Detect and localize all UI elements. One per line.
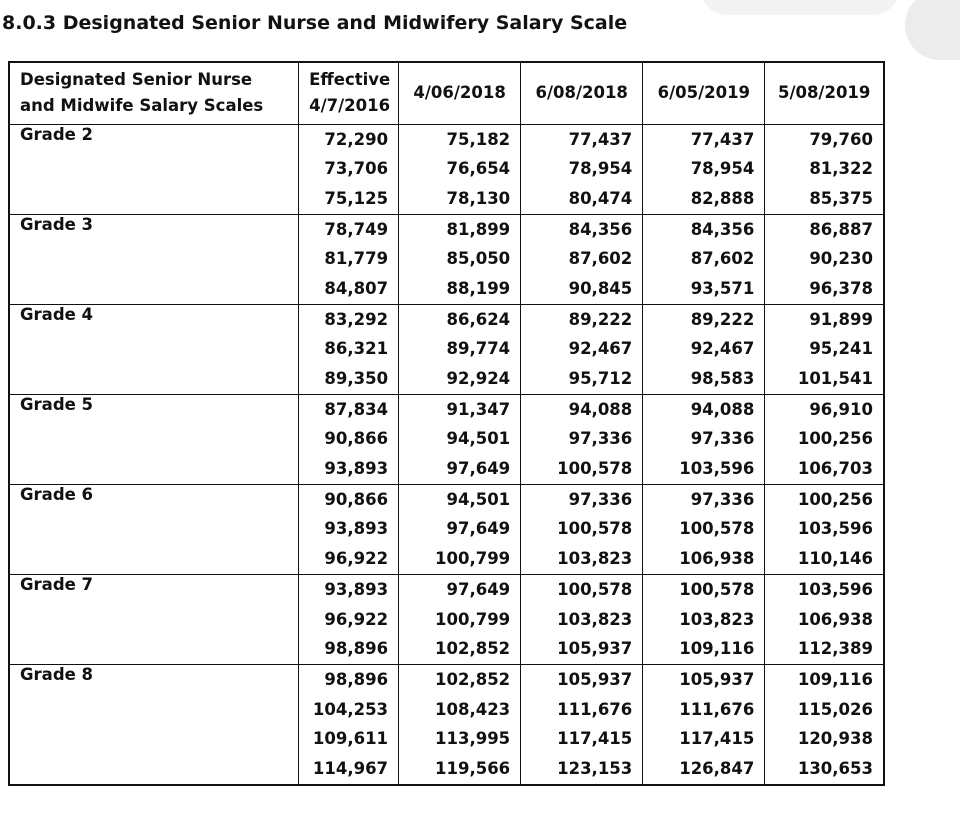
table-row	[9, 304, 884, 394]
column-header-date: 6/05/2019	[643, 62, 765, 124]
grade-label: Grade 6	[9, 484, 299, 574]
salary-value: 100,578	[557, 519, 633, 539]
column-header-date: 6/08/2018	[521, 62, 643, 124]
salary-value: 123,153	[557, 758, 633, 778]
salary-value: 119,566	[435, 758, 511, 778]
salary-value: 103,823	[679, 609, 755, 629]
salary-value: 111,676	[679, 699, 755, 719]
salary-value: 114,967	[312, 758, 389, 778]
grade-label: Grade 2	[9, 124, 299, 214]
salary-value: 111,676	[557, 699, 633, 719]
salary-value: 81,899	[446, 219, 511, 239]
salary-value: 98,896	[324, 669, 389, 689]
salary-value: 98,896	[324, 639, 389, 659]
salary-cell	[521, 574, 643, 664]
salary-value: 86,887	[809, 219, 873, 239]
salary-value: 101,541	[797, 369, 873, 388]
salary-cell	[643, 394, 765, 484]
salary-value: 90,866	[324, 429, 389, 449]
salary-value: 93,893	[324, 459, 389, 479]
salary-value: 75,182	[446, 129, 511, 149]
salary-value: 95,712	[568, 369, 633, 388]
salary-value: 103,823	[557, 609, 633, 629]
salary-cell	[399, 304, 521, 394]
salary-value: 90,845	[568, 278, 633, 298]
salary-value: 89,222	[690, 309, 755, 329]
salary-cell	[765, 574, 884, 664]
salary-cell	[399, 124, 521, 214]
salary-value: 117,415	[557, 729, 633, 749]
salary-cell	[299, 214, 399, 304]
salary-value: 78,749	[324, 219, 389, 239]
salary-cell	[299, 664, 399, 784]
salary-value: 94,088	[690, 399, 755, 419]
page-title: 8.0.3 Designated Senior Nurse and Midwifery Salary Scale	[2, 12, 628, 34]
salary-value: 85,375	[809, 188, 873, 208]
salary-cell	[765, 394, 884, 484]
salary-value: 83,292	[324, 309, 389, 329]
salary-cell	[643, 214, 765, 304]
salary-cell	[521, 214, 643, 304]
salary-cell	[765, 484, 884, 574]
table-header	[9, 62, 884, 124]
salary-value: 102,852	[435, 669, 511, 689]
salary-value: 105,937	[679, 669, 755, 689]
column-header-scales	[9, 62, 299, 124]
salary-cell	[399, 574, 521, 664]
salary-value: 94,501	[446, 429, 511, 449]
column-header-effective	[299, 62, 399, 124]
salary-cell	[765, 214, 884, 304]
grade-label: Grade 5	[9, 394, 299, 484]
salary-cell	[399, 664, 521, 784]
salary-value: 96,910	[809, 399, 873, 419]
salary-value: 87,602	[690, 249, 755, 269]
salary-cell	[299, 124, 399, 214]
salary-cell	[299, 484, 399, 574]
corner-shade-right	[905, 0, 960, 60]
corner-shade	[700, 0, 900, 15]
salary-value: 109,116	[797, 669, 873, 689]
salary-value: 94,088	[568, 399, 633, 419]
salary-cell	[299, 574, 399, 664]
salary-value: 103,596	[679, 459, 755, 479]
salary-value: 117,415	[679, 729, 755, 749]
salary-value: 110,146	[797, 549, 873, 569]
grade-label: Grade 4	[9, 304, 299, 394]
salary-value: 95,241	[809, 339, 873, 359]
salary-value: 100,256	[797, 429, 873, 449]
salary-value: 84,356	[568, 219, 633, 239]
salary-value: 73,706	[324, 159, 389, 179]
salary-value: 97,336	[568, 489, 633, 509]
table-row	[9, 664, 884, 784]
column-header-date: 4/06/2018	[399, 62, 521, 124]
table-row	[9, 214, 884, 304]
salary-scale-table	[8, 61, 885, 786]
grade-label: Grade 8	[9, 664, 299, 784]
salary-cell	[643, 484, 765, 574]
salary-value: 109,116	[679, 639, 755, 659]
salary-value: 91,347	[446, 399, 511, 419]
salary-value: 76,654	[446, 159, 511, 179]
salary-cell	[643, 574, 765, 664]
salary-value: 103,596	[797, 519, 873, 539]
salary-value: 89,350	[324, 369, 389, 388]
salary-value: 96,922	[324, 549, 389, 569]
salary-cell	[299, 394, 399, 484]
salary-value: 97,336	[568, 429, 633, 449]
salary-value: 96,378	[809, 278, 873, 298]
salary-cell	[399, 214, 521, 304]
salary-value: 94,501	[446, 489, 511, 509]
table-row	[9, 574, 884, 664]
salary-value: 106,938	[797, 609, 873, 629]
salary-value: 100,578	[679, 519, 755, 539]
salary-value: 85,050	[446, 249, 511, 269]
salary-cell	[399, 394, 521, 484]
salary-value: 109,611	[312, 729, 389, 749]
salary-cell	[299, 304, 399, 394]
salary-value: 93,893	[324, 579, 389, 599]
salary-value: 89,774	[446, 339, 511, 359]
salary-value: 97,336	[690, 429, 755, 449]
salary-value: 112,389	[797, 639, 873, 659]
column-header-date: 5/08/2019	[765, 62, 884, 124]
salary-value: 78,954	[690, 159, 755, 179]
salary-value: 78,954	[568, 159, 633, 179]
salary-value: 93,571	[690, 278, 755, 298]
salary-cell	[765, 304, 884, 394]
salary-value: 100,578	[557, 579, 633, 599]
table-row	[9, 394, 884, 484]
salary-value: 105,937	[557, 669, 633, 689]
salary-value: 91,899	[809, 309, 873, 329]
salary-value: 97,336	[690, 489, 755, 509]
salary-value: 90,230	[809, 249, 873, 269]
grade-label: Grade 3	[9, 214, 299, 304]
salary-value: 77,437	[568, 129, 633, 149]
table-row	[9, 124, 884, 214]
salary-value: 87,602	[568, 249, 633, 269]
salary-value: 103,596	[797, 579, 873, 599]
salary-cell	[521, 664, 643, 784]
header-line: and Midwife Salary Scales	[20, 96, 264, 116]
salary-value: 97,649	[446, 519, 511, 539]
salary-value: 88,199	[446, 278, 511, 298]
salary-value: 78,130	[446, 188, 511, 208]
salary-value: 80,474	[568, 188, 633, 208]
salary-value: 106,703	[797, 459, 873, 479]
salary-value: 126,847	[679, 758, 755, 778]
salary-value: 120,938	[797, 729, 873, 749]
salary-cell	[521, 394, 643, 484]
salary-value: 72,290	[324, 129, 389, 149]
salary-value: 86,624	[446, 309, 511, 329]
salary-cell	[521, 484, 643, 574]
salary-value: 81,779	[324, 249, 389, 269]
salary-cell	[643, 304, 765, 394]
salary-value: 98,583	[690, 369, 755, 388]
salary-value: 103,823	[557, 549, 633, 569]
salary-value: 81,322	[809, 159, 873, 179]
salary-value: 87,834	[324, 399, 389, 419]
salary-value: 93,893	[324, 519, 389, 539]
salary-value: 86,321	[324, 339, 389, 359]
table-row	[9, 484, 884, 574]
header-line: Effective	[309, 70, 391, 90]
salary-value: 77,437	[690, 129, 755, 149]
salary-value: 97,649	[446, 459, 511, 479]
salary-value: 92,924	[446, 369, 511, 388]
salary-value: 90,866	[324, 489, 389, 509]
salary-cell	[399, 484, 521, 574]
salary-cell	[643, 124, 765, 214]
salary-value: 130,653	[797, 758, 873, 778]
salary-value: 100,578	[679, 579, 755, 599]
salary-value: 79,760	[809, 129, 873, 149]
salary-value: 108,423	[435, 699, 511, 719]
salary-cell	[765, 124, 884, 214]
salary-value: 115,026	[797, 699, 873, 719]
salary-value: 104,253	[312, 699, 389, 719]
grade-label: Grade 7	[9, 574, 299, 664]
header-row	[9, 62, 884, 124]
salary-cell	[765, 664, 884, 784]
header-line: Designated Senior Nurse	[20, 70, 253, 90]
table-body	[9, 124, 884, 785]
salary-value: 100,799	[435, 549, 511, 569]
salary-value: 97,649	[446, 579, 511, 599]
salary-value: 75,125	[324, 188, 389, 208]
salary-value: 92,467	[690, 339, 755, 359]
salary-cell	[521, 124, 643, 214]
salary-cell	[643, 664, 765, 784]
salary-value: 84,356	[690, 219, 755, 239]
salary-value: 89,222	[568, 309, 633, 329]
header-line: 4/7/2016	[309, 96, 391, 116]
salary-value: 113,995	[435, 729, 511, 749]
cut-off-footer-text	[0, 800, 900, 820]
salary-value: 82,888	[690, 188, 755, 208]
salary-cell	[521, 304, 643, 394]
salary-value: 102,852	[435, 639, 511, 659]
salary-value: 92,467	[568, 339, 633, 359]
salary-value: 100,578	[557, 459, 633, 479]
salary-value: 84,807	[324, 278, 389, 298]
salary-value: 106,938	[679, 549, 755, 569]
salary-value: 105,937	[557, 639, 633, 659]
salary-value: 100,256	[797, 489, 873, 509]
salary-value: 100,799	[435, 609, 511, 629]
salary-value: 96,922	[324, 609, 389, 629]
